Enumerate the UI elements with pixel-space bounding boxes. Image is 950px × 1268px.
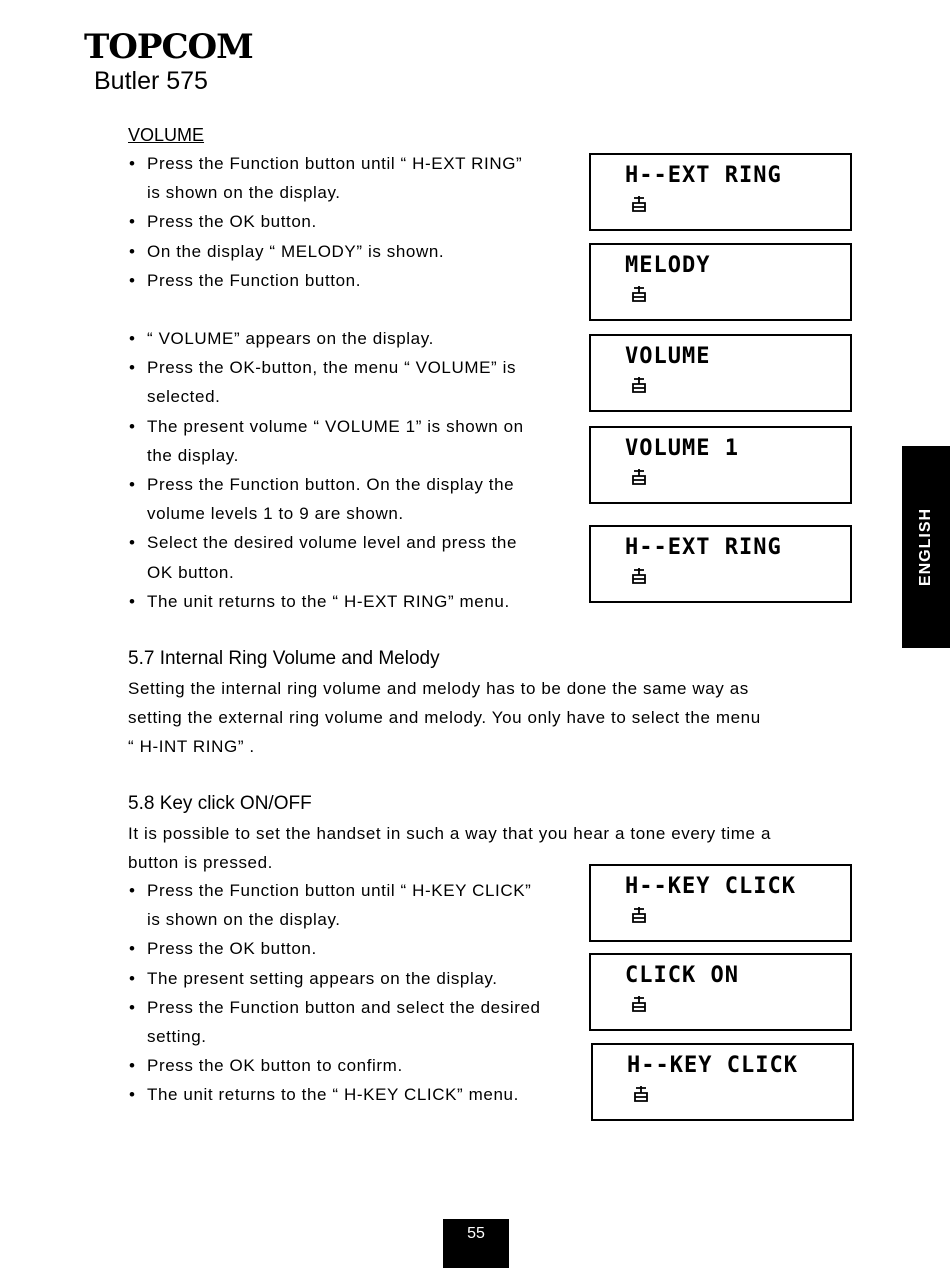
lcd-text: CLICK ON	[625, 963, 739, 988]
lcd-text: VOLUME	[625, 344, 711, 369]
paragraph: It is possible to set the handset in such a way that you hear a tone every time a button is pressed.	[128, 824, 771, 873]
list-item: • Press the OK button.	[128, 934, 573, 963]
page-number: 55	[443, 1219, 509, 1268]
list-item: • The unit returns to the “ H-EXT RING” menu.	[128, 587, 568, 616]
lcd-text: H--KEY CLICK	[625, 874, 796, 899]
list-item: • Select the desired volume level and press the OK button.	[128, 528, 568, 586]
list-item: • Press the Function button. On the display the volume levels 1 to 9 are shown.	[128, 470, 568, 528]
list-item: • Press the OK-button, the menu “ VOLUME” is selected.	[128, 353, 568, 411]
language-tab-label: ENGLISH	[917, 507, 934, 587]
list-item: • The unit returns to the “ H-KEY CLICK” menu.	[128, 1080, 573, 1109]
list-item: • Press the Function button until “ H-KEY CLICK” is shown on the display.	[128, 876, 573, 934]
list-item: • Press the OK button.	[128, 207, 568, 236]
handset-antenna-icon	[631, 376, 647, 394]
handset-antenna-icon	[631, 995, 647, 1013]
list-item: • “ VOLUME” appears on the display.	[128, 324, 568, 353]
list-item: • The present volume “ VOLUME 1” is shown on the display.	[128, 412, 568, 470]
lcd-display	[591, 1043, 854, 1121]
handset-antenna-icon	[631, 567, 647, 585]
lcd-text: MELODY	[625, 253, 711, 278]
paragraph: Setting the internal ring volume and melody has to be done the same way as setting the external ring volume and melody. You only have to select the menu “ H-INT RING” .	[128, 679, 761, 757]
list-item: • The present setting appears on the display.	[128, 964, 573, 993]
lcd-display	[589, 953, 852, 1031]
section-title: 5.7 Internal Ring Volume and Melody	[128, 648, 440, 669]
topcom-logo-icon	[84, 27, 253, 67]
handset-antenna-icon	[631, 195, 647, 213]
lcd-text: H--EXT RING	[625, 535, 782, 560]
volume-heading: VOLUME	[128, 125, 205, 145]
list-item: • Press the OK button to confirm.	[128, 1051, 573, 1080]
lcd-display	[589, 525, 852, 603]
handset-antenna-icon	[631, 906, 647, 924]
language-tab	[902, 446, 950, 648]
list-item: • On the display “ MELODY” is shown.	[128, 237, 568, 266]
lcd-display	[589, 243, 852, 321]
list-item: • Press the Function button.	[128, 266, 568, 295]
handset-antenna-icon	[631, 285, 647, 303]
brand-name: TOPCOM	[84, 27, 253, 67]
brand-logo	[84, 27, 253, 67]
model-name: Butler 575	[94, 67, 208, 95]
list-item: • Press the Function button until “ H-EXT RING” is shown on the display.	[128, 149, 568, 207]
volume-steps	[128, 149, 568, 616]
lcd-display	[589, 864, 852, 942]
list-item: • Press the Function button and select the desired setting.	[128, 993, 573, 1051]
handset-antenna-icon	[633, 1085, 649, 1103]
lcd-text: H--KEY CLICK	[627, 1053, 798, 1078]
handset-antenna-icon	[631, 468, 647, 486]
lcd-display	[589, 334, 852, 412]
lcd-display	[589, 426, 852, 504]
lcd-text: H--EXT RING	[625, 163, 782, 188]
lcd-text: VOLUME 1	[625, 436, 739, 461]
section-title: 5.8 Key click ON/OFF	[128, 793, 312, 814]
lcd-display	[589, 153, 852, 231]
key-click-steps	[128, 876, 573, 1110]
